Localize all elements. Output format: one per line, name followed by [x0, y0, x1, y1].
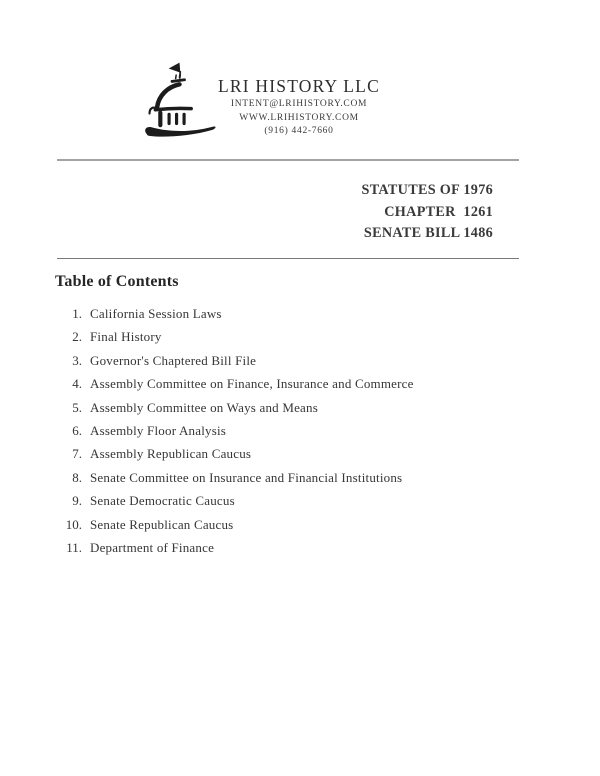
letterhead	[214, 74, 384, 139]
toc-item-number: 9.	[72, 493, 82, 509]
toc-item-label: Assembly Committee on Ways and Means	[90, 399, 318, 415]
toc-item	[55, 513, 414, 536]
toc-item	[55, 302, 414, 325]
company-website: WWW.LRIHISTORY.COM	[239, 112, 359, 123]
toc-item-number: 4.	[72, 376, 82, 392]
toc-item	[55, 489, 414, 512]
toc-item	[55, 466, 414, 489]
toc-item	[55, 442, 414, 465]
toc-item-number: 7.	[72, 446, 82, 462]
capitol-dome-logo	[140, 61, 224, 141]
toc-item-label: Governor's Chaptered Bill File	[90, 352, 257, 368]
company-phone: (916) 442-7660	[264, 126, 334, 137]
toc-item-label: Assembly Republican Caucus	[90, 446, 252, 462]
toc-item-number: 10.	[65, 516, 82, 532]
toc-item-number: 3.	[72, 352, 82, 368]
divider-top	[57, 159, 519, 161]
toc-item-label: Department of Finance	[90, 539, 215, 555]
toc-item	[55, 349, 414, 372]
toc-item-label: Assembly Committee on Finance, Insurance and Commerce	[90, 376, 414, 392]
toc-item-label: Senate Democratic Caucus	[90, 493, 235, 509]
statute-reference	[362, 180, 493, 245]
toc-item-number: 2.	[72, 329, 82, 345]
toc-item-number: 8.	[72, 469, 82, 485]
company-email: INTENT@LRIHISTORY.COM	[230, 99, 368, 109]
toc-item-number: 5.	[72, 399, 82, 415]
toc-item	[55, 325, 414, 348]
company-name: LRI HISTORY LLC	[218, 76, 380, 96]
toc-list	[55, 302, 414, 559]
toc-item-number: 11.	[66, 539, 82, 555]
chapter-line: CHAPTER 1261	[384, 203, 493, 220]
toc-item-number: 1.	[72, 306, 82, 321]
toc-item-label: Senate Committee on Insurance and Financial Institutions	[90, 469, 403, 485]
toc-item-number: 6.	[72, 422, 82, 438]
toc-item	[55, 372, 414, 395]
toc-item	[55, 536, 414, 559]
toc-heading: Table of Contents	[55, 273, 179, 290]
toc-item-label: Senate Republican Caucus	[90, 516, 234, 532]
toc-item-label: Final History	[90, 329, 162, 345]
toc-item	[55, 419, 414, 442]
divider-bottom	[57, 258, 519, 259]
toc-item-label: Assembly Floor Analysis	[90, 422, 227, 438]
toc-item	[55, 396, 414, 419]
senate-bill-line: SENATE BILL 1486	[363, 225, 493, 241]
statutes-year-line: STATUTES OF 1976	[361, 182, 493, 198]
toc-item-label: California Session Laws	[90, 306, 222, 321]
